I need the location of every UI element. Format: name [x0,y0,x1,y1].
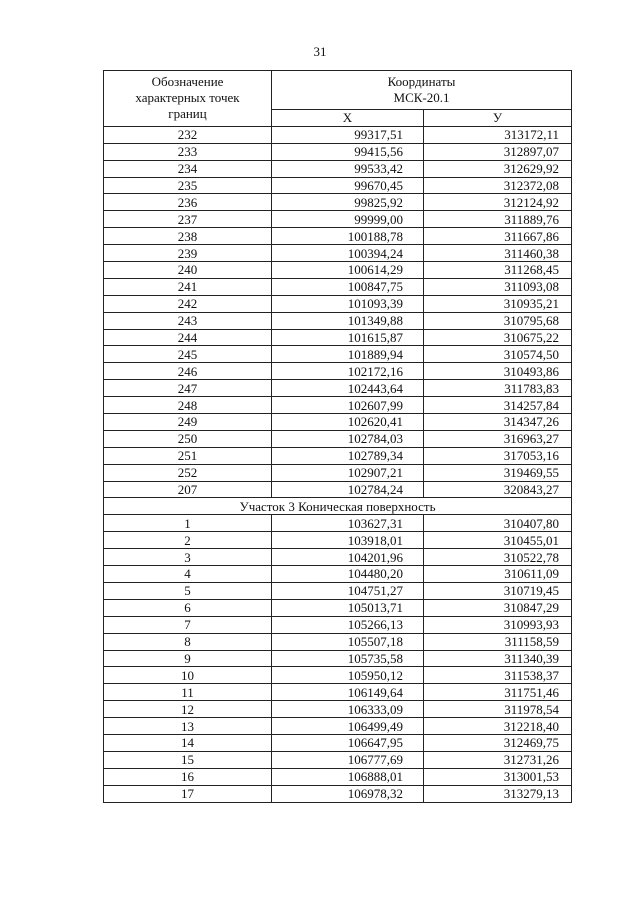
x-coordinate-cell: 100847,75 [272,278,424,295]
point-cell: 238 [104,228,272,245]
table-row [104,312,572,329]
y-coordinate-cell: 310493,86 [424,363,572,380]
table-row [104,684,572,701]
point-cell: 245 [104,346,272,363]
table-row [104,650,572,667]
coordinates-label: Координаты [387,74,456,89]
x-coordinate-cell: 99415,56 [272,143,424,160]
table-row [104,228,572,245]
table-row [104,245,572,262]
y-coordinate-cell: 311268,45 [424,262,572,279]
x-column-header: X [272,110,424,127]
point-cell: 7 [104,616,272,633]
point-cell: 252 [104,464,272,481]
y-coordinate-cell: 310522,78 [424,549,572,566]
point-cell: 6 [104,599,272,616]
y-coordinate-cell: 310611,09 [424,566,572,583]
table-row [104,447,572,464]
x-coordinate-cell: 106499,49 [272,718,424,735]
y-coordinate-cell: 312124,92 [424,194,572,211]
y-coordinate-cell: 310719,45 [424,582,572,599]
point-cell: 207 [104,481,272,498]
table-row [104,633,572,650]
y-coordinate-cell: 310407,80 [424,515,572,532]
x-coordinate-cell: 106647,95 [272,734,424,751]
table-body-part1 [104,126,572,498]
x-coordinate-cell: 103918,01 [272,532,424,549]
table-row [104,701,572,718]
point-cell: 248 [104,397,272,414]
table-row [104,481,572,498]
x-coordinate-cell: 100394,24 [272,245,424,262]
table-row [104,397,572,414]
point-cell: 251 [104,447,272,464]
x-coordinate-cell: 105266,13 [272,616,424,633]
point-cell: 8 [104,633,272,650]
y-coordinate-cell: 311538,37 [424,667,572,684]
y-coordinate-cell: 311667,86 [424,228,572,245]
x-coordinate-cell: 105735,58 [272,650,424,667]
point-cell: 233 [104,143,272,160]
y-coordinate-cell: 311751,46 [424,684,572,701]
x-coordinate-cell: 102443,64 [272,380,424,397]
y-coordinate-cell: 312897,07 [424,143,572,160]
x-coordinate-cell: 106149,64 [272,684,424,701]
x-coordinate-cell: 102620,41 [272,414,424,431]
y-coordinate-cell: 310675,22 [424,329,572,346]
point-cell: 10 [104,667,272,684]
x-coordinate-cell: 102784,03 [272,430,424,447]
y-column-header: У [424,110,572,127]
table-row [104,582,572,599]
table-row [104,599,572,616]
x-coordinate-cell: 105013,71 [272,599,424,616]
coordinates-table [103,70,572,803]
y-coordinate-cell: 310847,29 [424,599,572,616]
point-cell: 241 [104,278,272,295]
point-cell: 232 [104,126,272,143]
point-cell: 246 [104,363,272,380]
y-coordinate-cell: 310993,93 [424,616,572,633]
x-coordinate-cell: 99999,00 [272,211,424,228]
y-coordinate-cell: 311783,83 [424,380,572,397]
x-coordinate-cell: 99533,42 [272,160,424,177]
point-cell: 12 [104,701,272,718]
y-coordinate-cell: 314347,26 [424,414,572,431]
table-body-part2 [104,515,572,802]
point-cell: 235 [104,177,272,194]
x-coordinate-cell: 105507,18 [272,633,424,650]
point-cell: 239 [104,245,272,262]
x-coordinate-cell: 104751,27 [272,582,424,599]
y-coordinate-cell: 317053,16 [424,447,572,464]
section-title: Участок 3 Коническая поверхность [104,498,572,515]
x-coordinate-cell: 99825,92 [272,194,424,211]
table-row [104,532,572,549]
y-coordinate-cell: 313279,13 [424,785,572,802]
x-coordinate-cell: 104480,20 [272,566,424,583]
y-coordinate-cell: 312218,40 [424,718,572,735]
x-coordinate-cell: 104201,96 [272,549,424,566]
point-cell: 16 [104,768,272,785]
page-number: 31 [313,44,327,59]
table-row [104,177,572,194]
y-coordinate-cell: 312469,75 [424,734,572,751]
y-coordinate-cell: 316963,27 [424,430,572,447]
x-coordinate-cell: 100188,78 [272,228,424,245]
point-cell: 234 [104,160,272,177]
y-coordinate-cell: 310455,01 [424,532,572,549]
table-row [104,718,572,735]
point-cell: 249 [104,414,272,431]
table-row [104,414,572,431]
y-coordinate-cell: 311158,59 [424,633,572,650]
x-coordinate-cell: 102784,24 [272,481,424,498]
x-coordinate-cell: 102172,16 [272,363,424,380]
x-coordinate-cell: 101093,39 [272,295,424,312]
x-coordinate-cell: 100614,29 [272,262,424,279]
point-cell: 3 [104,549,272,566]
point-cell: 14 [104,734,272,751]
table-row [104,295,572,312]
y-coordinate-cell: 313172,11 [424,126,572,143]
x-coordinate-cell: 103627,31 [272,515,424,532]
table-row [104,566,572,583]
y-coordinate-cell: 311889,76 [424,211,572,228]
section-row [104,498,572,515]
y-coordinate-cell: 310795,68 [424,312,572,329]
y-coordinate-cell: 313001,53 [424,768,572,785]
table-row [104,126,572,143]
table-row [104,751,572,768]
x-coordinate-cell: 106888,01 [272,768,424,785]
point-cell: 15 [104,751,272,768]
point-cell: 247 [104,380,272,397]
y-coordinate-cell: 312629,92 [424,160,572,177]
table-row [104,616,572,633]
x-coordinate-cell: 102607,99 [272,397,424,414]
point-cell: 2 [104,532,272,549]
table-row [104,768,572,785]
table-row [104,667,572,684]
y-coordinate-cell: 310935,21 [424,295,572,312]
point-cell: 17 [104,785,272,802]
table-row [104,211,572,228]
point-cell: 9 [104,650,272,667]
point-cell: 243 [104,312,272,329]
x-coordinate-cell: 99317,51 [272,126,424,143]
x-coordinate-cell: 99670,45 [272,177,424,194]
y-coordinate-cell: 311978,54 [424,701,572,718]
table-row [104,329,572,346]
point-cell: 240 [104,262,272,279]
x-coordinate-cell: 106333,09 [272,701,424,718]
table-row [104,363,572,380]
table-row [104,734,572,751]
coordinates-column-header [272,71,572,110]
point-cell: 237 [104,211,272,228]
y-coordinate-cell: 311340,39 [424,650,572,667]
point-cell: 242 [104,295,272,312]
x-coordinate-cell: 101889,94 [272,346,424,363]
table-row [104,464,572,481]
table-row [104,515,572,532]
y-coordinate-cell: 314257,84 [424,397,572,414]
table-row [104,143,572,160]
table-row [104,549,572,566]
point-cell: 11 [104,684,272,701]
y-coordinate-cell: 312372,08 [424,177,572,194]
point-cell: 5 [104,582,272,599]
x-coordinate-cell: 101349,88 [272,312,424,329]
x-coordinate-cell: 105950,12 [272,667,424,684]
table-row [104,430,572,447]
y-coordinate-cell: 319469,55 [424,464,572,481]
point-cell: 1 [104,515,272,532]
y-coordinate-cell: 311460,38 [424,245,572,262]
table-row [104,380,572,397]
x-coordinate-cell: 102907,21 [272,464,424,481]
table-row [104,278,572,295]
table-row [104,194,572,211]
point-cell: 250 [104,430,272,447]
x-coordinate-cell: 101615,87 [272,329,424,346]
point-cell: 4 [104,566,272,583]
y-coordinate-cell: 311093,08 [424,278,572,295]
y-coordinate-cell: 312731,26 [424,751,572,768]
y-coordinate-cell: 310574,50 [424,346,572,363]
section-header-body [104,498,572,515]
table-row [104,346,572,363]
point-cell: 13 [104,718,272,735]
y-coordinate-cell: 320843,27 [424,481,572,498]
point-cell: 244 [104,329,272,346]
table-row [104,160,572,177]
x-coordinate-cell: 106777,69 [272,751,424,768]
x-coordinate-cell: 106978,32 [272,785,424,802]
table-row [104,785,572,802]
x-coordinate-cell: 102789,34 [272,447,424,464]
table-row [104,262,572,279]
point-cell: 236 [104,194,272,211]
point-column-header: Обозначение характерных точек границ [104,71,272,127]
coordinate-system-label: МСК-20.1 [393,90,450,105]
